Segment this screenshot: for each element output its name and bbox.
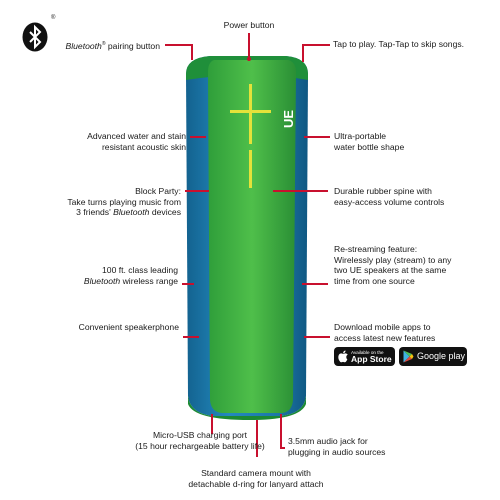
callout-audio-jack-h	[280, 447, 285, 449]
label-range: 100 ft. class leading Bluetooth wireless range	[83, 265, 178, 286]
label-camera-mount: Standard camera mount with detachable d-ring for lanyard attach	[188, 468, 324, 489]
callout-rubber-spine	[273, 190, 328, 192]
ue-logo: UE	[281, 109, 296, 128]
volume-minus	[249, 150, 252, 188]
label-bt-pairing: Bluetooth® pairing button	[65, 40, 160, 51]
label-rubber-spine: Durable rubber spine with easy-access volume controls	[334, 186, 445, 207]
google-play-icon	[403, 350, 414, 363]
label-tap-play: Tap to play. Tap-Tap to skip songs.	[333, 39, 465, 49]
label-power-button: Power button	[223, 20, 275, 30]
callout-audio-jack	[280, 414, 282, 448]
callout-dot	[247, 57, 251, 61]
label-block-party: Block Party: Take turns playing music from 3 friends' Bluetooth devices	[67, 186, 181, 218]
callout-ultra-portable	[304, 136, 330, 138]
callout-range	[182, 283, 194, 285]
google-play-badge[interactable]: Google play	[399, 347, 467, 366]
callout-tap-play	[302, 44, 330, 46]
label-water-stain: Advanced water and stain resistant acoustic skin	[87, 131, 186, 152]
callout-water-stain	[190, 136, 206, 138]
volume-plus-horizontal	[230, 110, 271, 113]
callout-speakerphone	[183, 336, 199, 338]
label-ultra-portable: Ultra-portable water bottle shape	[334, 131, 405, 152]
callout-restream	[302, 283, 328, 285]
registered-mark: ®	[51, 15, 56, 21]
callout-apps	[304, 336, 330, 338]
label-usb: Micro-USB charging port (15 hour rechargeable battery life)	[135, 430, 265, 451]
callout-bt-pairing-drop	[191, 44, 193, 60]
label-restream: Re-streaming feature: Wirelessly play (stream) to any two UE speakers at the same time from one source	[334, 244, 452, 286]
app-store-badge[interactable]: Available on the App Store	[334, 347, 395, 366]
label-speakerphone: Convenient speakerphone	[78, 322, 179, 332]
label-apps: Download mobile apps to access latest new features	[334, 322, 436, 343]
apple-icon	[338, 350, 349, 363]
label-audio-jack: 3.5mm audio jack for plugging in audio sources	[288, 436, 386, 457]
volume-plus-vertical	[249, 84, 252, 144]
callout-block-party	[185, 190, 209, 192]
callout-tap-play-drop	[302, 44, 304, 62]
callout-bt-pairing	[165, 44, 192, 46]
callout-power-button	[248, 33, 250, 58]
